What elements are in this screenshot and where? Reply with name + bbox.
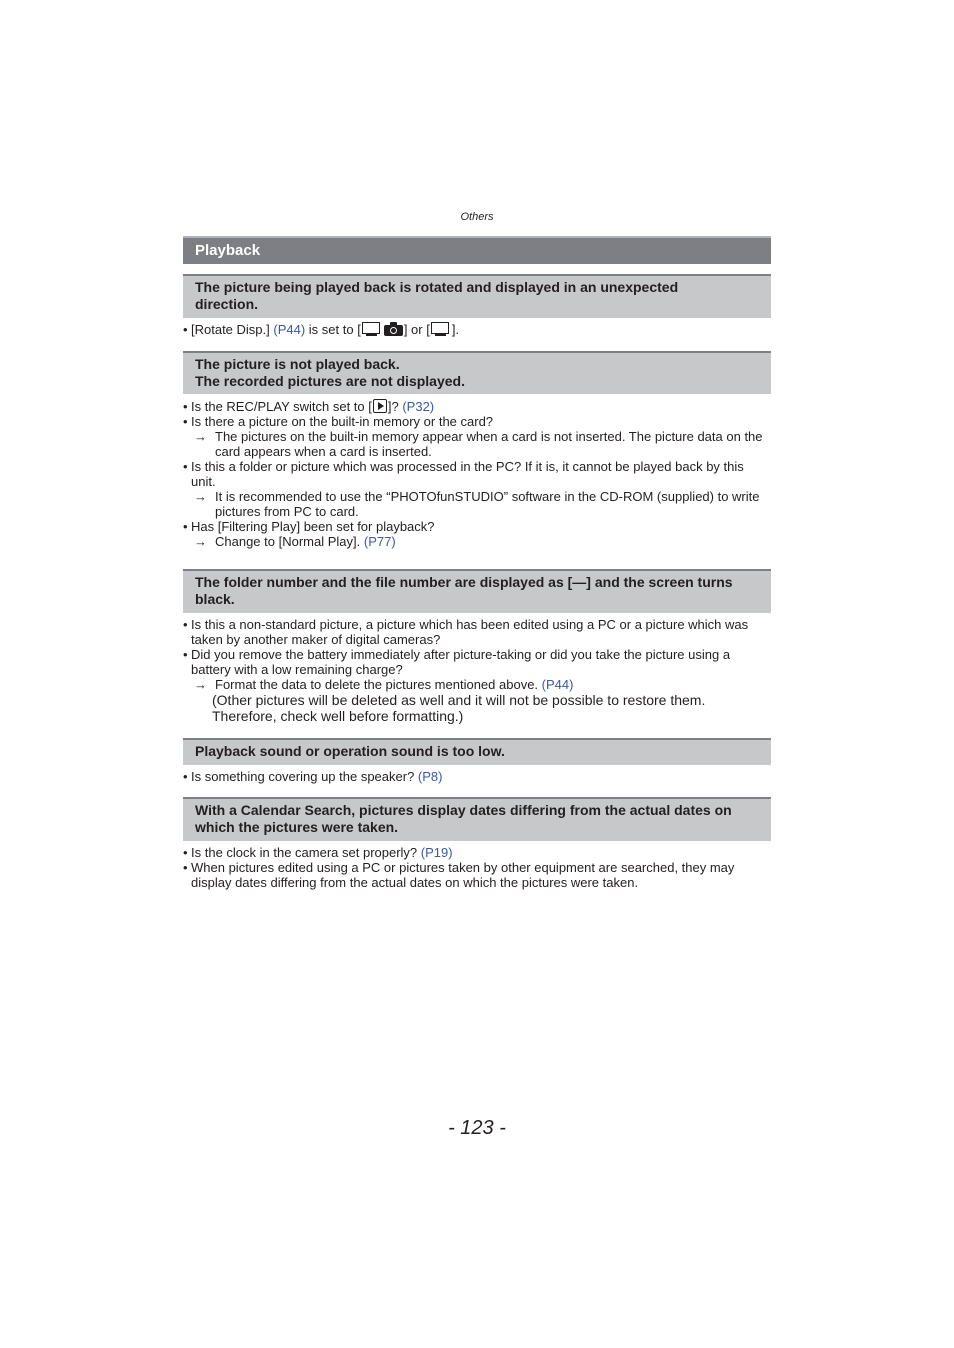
question-line: The folder number and the file number are displayed as [—] and the screen turns — [195, 574, 733, 590]
answer-text: Is this a folder or picture which was processed in the PC? If it is, it cannot be played back by this unit. — [191, 459, 744, 489]
list-item — [183, 414, 771, 429]
bullet-mark: • — [183, 860, 188, 875]
question-line: With a Calendar Search, pictures display dates differing from the actual dates on — [195, 802, 732, 818]
answer-text: Is the clock in the camera set properly? — [191, 845, 421, 860]
arrow-mark: → — [194, 429, 207, 444]
page-link-p32[interactable]: (P32) — [402, 399, 435, 414]
question-box-rotated — [183, 274, 771, 318]
question-line: direction. — [195, 296, 259, 312]
arrow-mark: → — [194, 489, 207, 504]
arrow-item — [183, 534, 771, 549]
page-link-p19[interactable]: (P19) — [420, 845, 453, 860]
monitor-icon — [362, 322, 382, 336]
question-line: black. — [195, 591, 235, 607]
monitor-icon — [431, 322, 451, 336]
list-item — [183, 519, 771, 534]
answer-text: Has [Filtering Play] been set for playback? — [191, 519, 435, 534]
list-item — [183, 845, 771, 860]
answer-text: [Rotate Disp.] — [191, 322, 274, 337]
page-link-p44[interactable]: (P44) — [541, 677, 574, 692]
bullet-mark: • — [183, 769, 188, 784]
arrow-item — [183, 677, 771, 692]
question-line: Playback sound or operation sound is too low. — [195, 743, 505, 759]
answer-block-rotated — [183, 322, 771, 337]
answer-text: Format the data to delete the pictures mentioned above. — [215, 677, 542, 692]
answer-text: Change to [Normal Play]. — [215, 534, 364, 549]
question-line: The recorded pictures are not displayed. — [195, 373, 465, 389]
question-box-not-played — [183, 351, 771, 394]
section-title: Playback — [183, 236, 771, 264]
bullet-mark: • — [183, 322, 188, 337]
question-line: The picture is not played back. — [195, 356, 400, 372]
list-item — [183, 459, 771, 489]
playback-mode-icon — [373, 399, 387, 413]
bullet-mark: • — [183, 399, 188, 414]
bullet-mark: • — [183, 647, 188, 662]
bullet-mark: • — [183, 845, 188, 860]
arrow-mark: → — [194, 677, 207, 692]
question-box-sound-low — [183, 738, 771, 765]
bullet-mark: • — [183, 414, 188, 429]
bullet-mark: • — [183, 519, 188, 534]
answer-block-sound-low — [183, 769, 771, 784]
answer-text: is set to [ — [305, 322, 361, 337]
answer-text: When pictures edited using a PC or pictures taken by other equipment are searched, they may display dates differing from the actual dates on which the pictures were taken. — [191, 860, 735, 890]
answer-text: Is this a non-standard picture, a picture which has been edited using a PC or a picture which was taken by another maker of digital cameras? — [191, 617, 749, 647]
page-number: - 123 - — [448, 1117, 506, 1139]
answer-text: Is there a picture on the built-in memory or the card? — [191, 414, 494, 429]
answer-block-calendar-search — [183, 845, 771, 890]
answer-text: Did you remove the battery immediately after picture-taking or did you take the picture using a battery with a low remaining charge? — [191, 647, 731, 677]
bullet-mark: • — [183, 459, 188, 474]
list-item — [183, 322, 771, 337]
note-line: Therefore, check well before formatting.) — [212, 708, 464, 724]
answer-text: ] or [ — [403, 322, 430, 337]
arrow-item — [183, 489, 771, 519]
list-item — [183, 617, 771, 647]
question-box-folder-number — [183, 569, 771, 613]
list-item — [183, 860, 771, 890]
note-line: (Other pictures will be deleted as well and it will not be possible to restore them. — [212, 692, 706, 708]
question-line: which the pictures were taken. — [195, 819, 399, 835]
header-category: Others — [460, 211, 494, 223]
question-box-calendar-search — [183, 797, 771, 841]
answer-block-not-played — [183, 399, 771, 549]
answer-text: It is recommended to use the “PHOTOfunSTUDIO” software in the CD-ROM (supplied) to write pictures from PC to card. — [215, 489, 760, 519]
answer-text: Is something covering up the speaker? — [191, 769, 418, 784]
answer-text: Is the REC/PLAY switch set to [ — [191, 399, 372, 414]
list-item — [183, 769, 771, 784]
question-line: The picture being played back is rotated and displayed in an unexpected — [195, 279, 679, 295]
bullet-mark: • — [183, 617, 188, 632]
page-link-p44[interactable]: (P44) — [273, 322, 306, 337]
arrow-item — [183, 429, 771, 459]
camera-icon — [384, 322, 403, 336]
answer-text: ]. — [451, 322, 460, 337]
page-link-p8[interactable]: (P8) — [417, 769, 443, 784]
answer-block-folder-number — [183, 617, 771, 724]
list-item — [183, 399, 771, 414]
answer-text: ]? — [387, 399, 403, 414]
arrow-mark: → — [194, 534, 207, 549]
answer-text: The pictures on the built-in memory appear when a card is not inserted. The picture data on the card appears when a card is inserted. — [215, 429, 763, 459]
list-item — [183, 647, 771, 677]
page-link-p77[interactable]: (P77) — [363, 534, 396, 549]
